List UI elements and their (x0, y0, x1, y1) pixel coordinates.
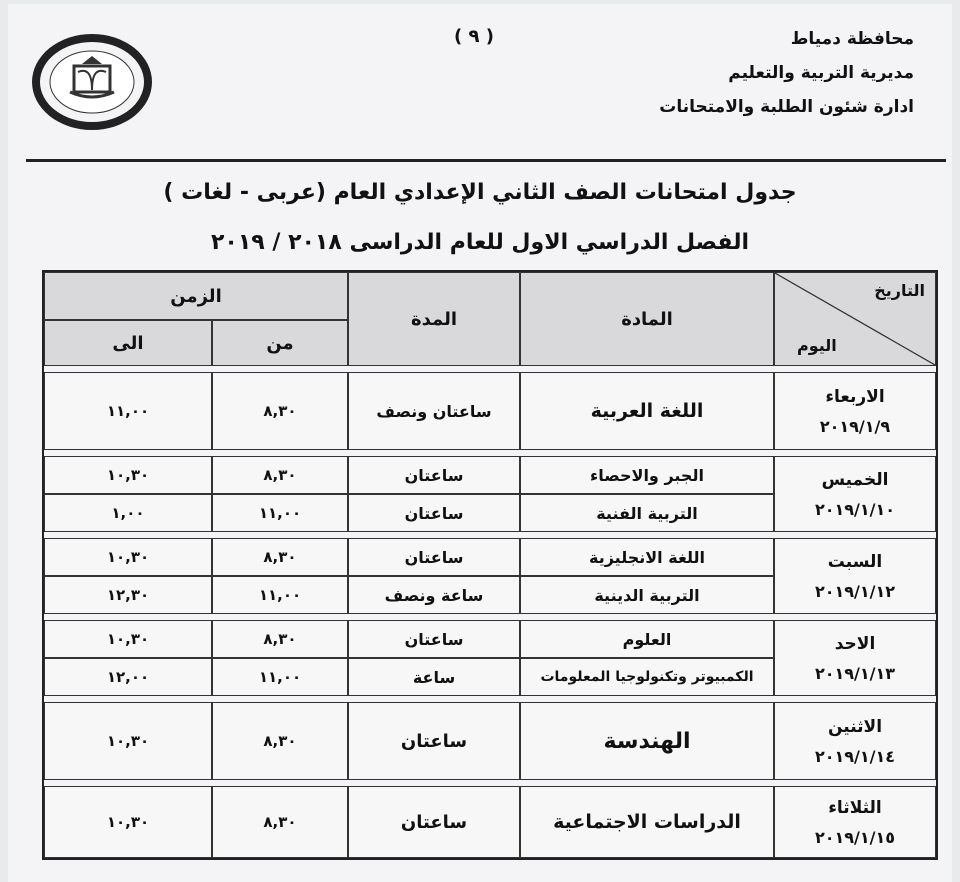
exam-schedule-table (42, 270, 938, 860)
subject-cell: الكمبيوتر وتكنولوجيا المعلومات (520, 658, 774, 696)
table-row (44, 702, 936, 780)
governorate-line: محافظة دمياط (790, 29, 914, 49)
from-cell: ٨,٣٠ (212, 372, 348, 450)
to-cell: ١٢,٠٠ (44, 658, 212, 696)
subject-cell: التربية الفنية (520, 494, 774, 532)
subject-cell: التربية الدينية (520, 576, 774, 614)
date-day-header (774, 272, 936, 366)
to-cell: ١٠,٣٠ (44, 702, 212, 780)
duration-cell: ساعتان (348, 494, 520, 532)
duration-cell: ساعتان ونصف (348, 372, 520, 450)
letterhead (614, 22, 914, 124)
table-row (44, 620, 936, 658)
from-cell: ١١,٠٠ (212, 576, 348, 614)
from-cell: ٨,٣٠ (212, 538, 348, 576)
from-cell: ٨,٣٠ (212, 702, 348, 780)
book-emblem-icon (30, 32, 154, 132)
duration-cell: ساعتان (348, 620, 520, 658)
directorate-line: مديرية التربية والتعليم (728, 63, 914, 83)
page-number: ( ٩ ) (454, 26, 494, 47)
duration-cell: ساعة (348, 658, 520, 696)
subject-cell: اللغة الانجليزية (520, 538, 774, 576)
document-title: جدول امتحانات الصف الثاني الإعدادي العام (عربى - لغات ) (163, 180, 797, 205)
header-divider (26, 159, 946, 162)
day-label: الاحد (834, 633, 876, 654)
document-subtitle: الفصل الدراسي الاول للعام الدراسى ٢٠١٨ / ٢٠١٩ (211, 230, 749, 255)
duration-cell: ساعة ونصف (348, 576, 520, 614)
exam-schedule-page (8, 4, 952, 882)
day-label: الثلاثاء (828, 797, 882, 818)
duration-cell: ساعتان (348, 702, 520, 780)
subject-header: المادة (520, 272, 774, 366)
to-cell: ١٠,٣٠ (44, 538, 212, 576)
day-cell (774, 538, 936, 614)
from-cell: ٨,٣٠ (212, 786, 348, 858)
from-cell: ١١,٠٠ (212, 658, 348, 696)
subject-cell: اللغة العربية (520, 372, 774, 450)
day-cell (774, 786, 936, 858)
date-label: ٢٠١٩/١/١٥ (814, 827, 896, 847)
subject-cell: الهندسة (520, 702, 774, 780)
department-line: ادارة شئون الطلبة والامتحانات (659, 97, 914, 117)
to-cell: ١٠,٣٠ (44, 456, 212, 494)
from-cell: ٨,٣٠ (212, 456, 348, 494)
subject-cell: الدراسات الاجتماعية (520, 786, 774, 858)
duration-cell: ساعتان (348, 786, 520, 858)
from-header: من (212, 320, 348, 366)
to-cell: ١٠,٣٠ (44, 786, 212, 858)
to-cell: ١١,٠٠ (44, 372, 212, 450)
day-label: الخميس (821, 469, 889, 490)
table-row (44, 786, 936, 858)
table-row (44, 456, 936, 494)
date-label: ٢٠١٩/١/١٠ (814, 499, 896, 519)
from-cell: ١١,٠٠ (212, 494, 348, 532)
subject-cell: الجبر والاحصاء (520, 456, 774, 494)
day-cell (774, 620, 936, 696)
date-label: ٢٠١٩/١/١٣ (814, 663, 896, 683)
day-header-label: اليوم (797, 336, 837, 355)
duration-header: المدة (348, 272, 520, 366)
day-label: السبت (827, 551, 883, 572)
duration-cell: ساعتان (348, 538, 520, 576)
date-header-label: التاريخ (874, 281, 925, 300)
day-label: الاربعاء (825, 386, 885, 407)
time-header: الزمن (44, 272, 348, 320)
date-label: ٢٠١٩/١/١٤ (814, 746, 896, 766)
table-header-row (44, 272, 936, 320)
to-header: الى (44, 320, 212, 366)
day-label: الاثنين (827, 716, 883, 737)
table-row (44, 538, 936, 576)
to-cell: ١٢,٣٠ (44, 576, 212, 614)
to-cell: ١,٠٠ (44, 494, 212, 532)
day-cell (774, 456, 936, 532)
duration-cell: ساعتان (348, 456, 520, 494)
from-cell: ٨,٣٠ (212, 620, 348, 658)
day-cell (774, 372, 936, 450)
table-row (44, 372, 936, 450)
date-label: ٢٠١٩/١/١٢ (814, 581, 896, 601)
to-cell: ١٠,٣٠ (44, 620, 212, 658)
date-label: ٢٠١٩/١/٩ (819, 416, 891, 436)
day-cell (774, 702, 936, 780)
subject-cell: العلوم (520, 620, 774, 658)
